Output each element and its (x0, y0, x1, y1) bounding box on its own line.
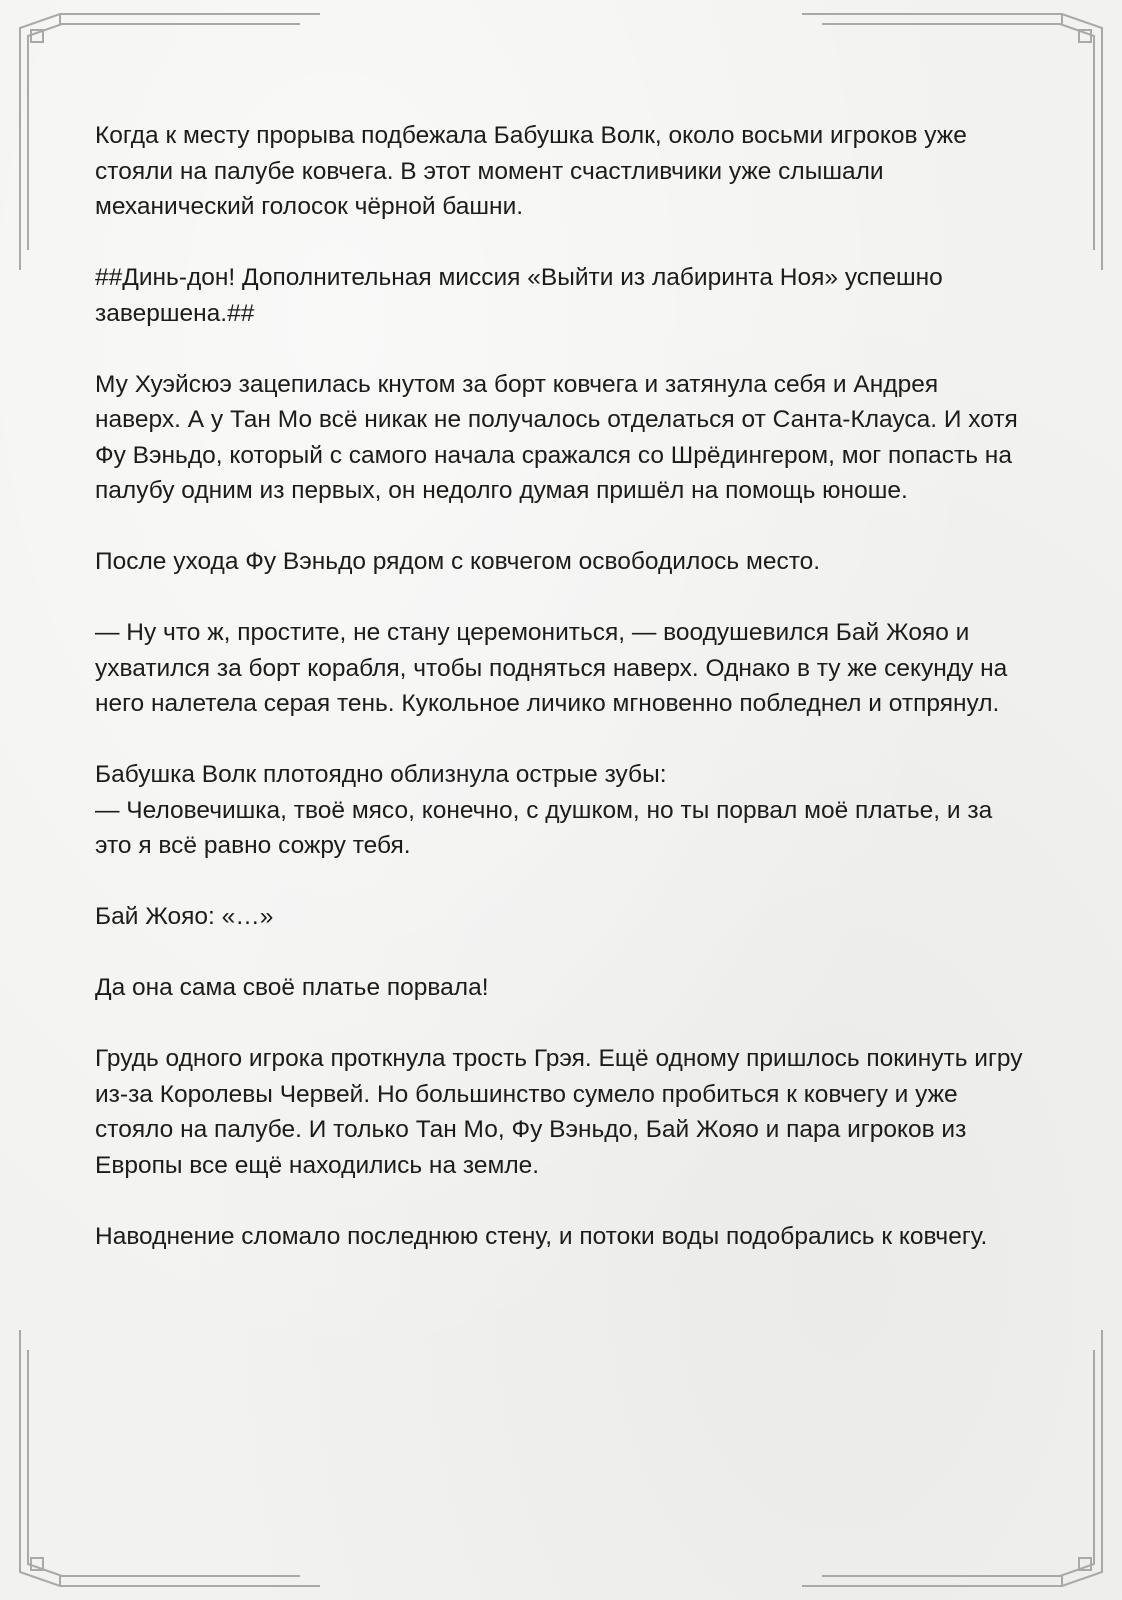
paragraph: После ухода Фу Вэньдо рядом с ковчегом освободилось место. (95, 548, 821, 575)
paragraph: Му Хуэйсюэ зацепилась кнутом за борт ковчега и затянула себя и Андрея наверх. А у Тан Мо всё никак не получалось отделаться от Санта-Клауса. И хотя Фу Вэньдо, который с самого начала сражался со Шрёдингером, мог попасть на палубу одним из первых, он недолго думая пришёл на помощь юноше. (95, 370, 1018, 504)
paragraph: Грудь одного игрока проткнула трость Грэя. Ещё одному пришлось покинуть игру из-за Королевы Червей. Но большинство сумело пробиться к ковчегу и уже стояло на палубе. И только Тан Мо, Фу Вэньдо, Бай Жояо и пара игроков из Европы все ещё находились на земле. (95, 1045, 1023, 1179)
paragraph: ##Динь-дон! Дополнительная миссия «Выйти из лабиринта Ноя» успешно завершена.## (95, 264, 943, 327)
paragraph: Да она сама своё платье порвала! (95, 974, 489, 1001)
frame-corner-bottom-right (802, 1330, 1102, 1586)
paragraph: Когда к месту прорыва подбежала Бабушка Волк, около восьми игроков уже стояли на палубе ковчега. В этот момент счастливчики уже слышали механический голосок чёрной башни. (95, 122, 967, 220)
paragraph: Бай Жояо: «…» (95, 903, 274, 930)
paragraph: — Ну что ж, простите, не стану церемониться, — воодушевился Бай Жояо и ухватился за борт корабля, чтобы подняться наверх. Однако в ту же секунду на него налетела серая тень. Кукольное личико мгновенно побледнел и отпрянул. (95, 619, 1008, 717)
frame-corner-bottom-left (20, 1330, 320, 1586)
paragraph: Бабушка Волк плотоядно облизнула острые зубы: — Человечишка, твоё мясо, конечно, с душком, но ты порвал моё платье, и за это я всё равно сожру тебя. (95, 761, 993, 859)
paragraph: Наводнение сломало последнюю стену, и потоки воды подобрались к ковчегу. (95, 1222, 988, 1250)
document-body (95, 118, 1030, 1290)
